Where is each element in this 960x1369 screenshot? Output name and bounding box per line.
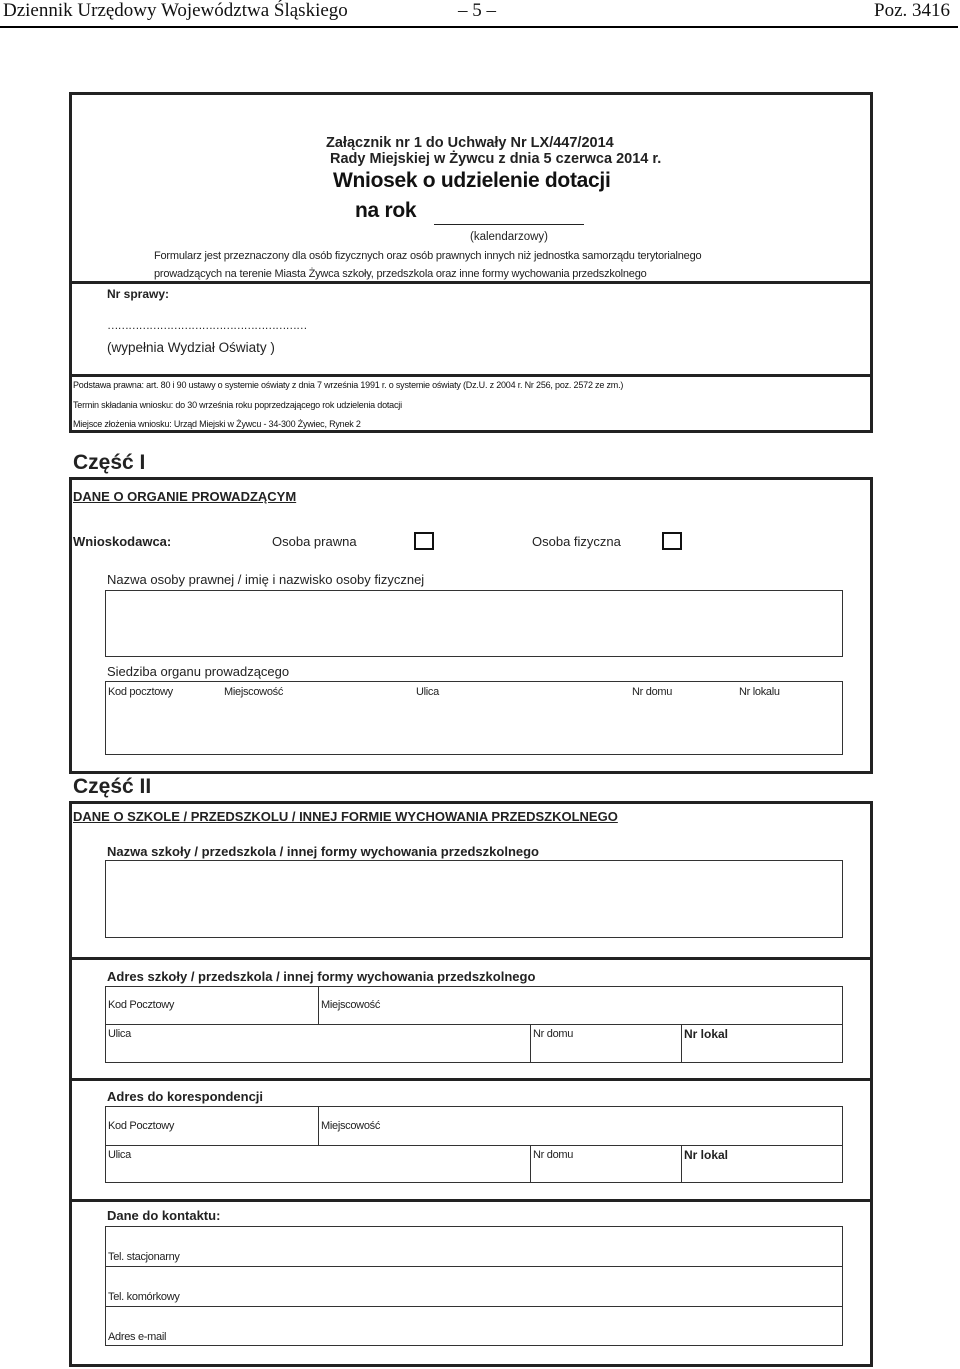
seat-street-label: Ulica — [416, 686, 439, 698]
header-rule — [0, 26, 958, 28]
year-label: na rok — [355, 199, 417, 222]
contact-row-line-1 — [105, 1266, 843, 1267]
corr-house-label[interactable]: Nr domu — [533, 1149, 574, 1161]
case-number-dots[interactable]: ………………………………………………… — [107, 320, 307, 332]
corr-street-label[interactable]: Ulica — [108, 1149, 131, 1161]
legal-basis: Podstawa prawna: art. 80 i 90 ustawy o systemie oświaty z dnia 7 września 1991 r. o systemie oświaty (Dz.U. z 2004 r. Nr 256, poz. 2572 ze zm.) — [73, 380, 624, 390]
part-2-divider-1 — [69, 957, 873, 960]
annex-line-2: Rady Miejskiej w Żywcu z dnia 5 czerwca 2014 r. — [330, 151, 662, 167]
correspondence-row-line — [105, 1145, 843, 1146]
correspondence-label: Adres do korespondencji — [107, 1089, 264, 1104]
part-2-heading: Część II — [73, 775, 152, 798]
case-number-hint: (wypełnia Wydział Oświaty ) — [107, 340, 275, 355]
part-2-divider-3 — [69, 1199, 873, 1202]
legal-person-checkbox[interactable] — [414, 532, 434, 550]
contact-grid — [105, 1226, 843, 1346]
form-title: Wniosek o udzielenie dotacji — [333, 169, 611, 192]
school-address-col-2 — [530, 1024, 531, 1063]
part-2-divider-2 — [69, 1078, 873, 1081]
year-hint: (kalendarzowy) — [470, 231, 548, 243]
applicant-label: Wnioskodawca: — [73, 534, 172, 549]
applicant-name-label: Nazwa osoby prawnej / imię i nazwisko osoby fizycznej — [107, 572, 425, 587]
part-1-section-title: DANE O ORGANIE PROWADZĄCYM — [73, 489, 297, 504]
school-flat-label[interactable]: Nr lokal — [684, 1027, 729, 1041]
natural-person-checkbox[interactable] — [662, 532, 682, 550]
applicant-name-field[interactable] — [105, 590, 843, 657]
contact-row-line-2 — [105, 1306, 843, 1307]
legal-divider — [69, 374, 873, 377]
correspondence-col-3 — [681, 1145, 682, 1183]
journal-title: Dziennik Urzędowy Województwa Śląskiego — [3, 0, 348, 21]
submission-place: Miejsce złożenia wniosku: Urząd Miejski w Żywcu - 34-300 Żywiec, Rynek 2 — [73, 419, 361, 429]
purpose-line-2: prowadzących na terenie Miasta Żywca szkoły, przedszkola oraz inne formy wychowania przedszkolnego — [154, 268, 647, 280]
year-input-line[interactable] — [434, 224, 584, 225]
seat-postal-label: Kod pocztowy — [108, 686, 173, 698]
school-house-label[interactable]: Nr domu — [533, 1028, 574, 1040]
header-divider — [69, 281, 873, 284]
part-2-section-title: DANE O SZKOLE / PRZEDSZKOLU / INNEJ FORMIE WYCHOWANIA PRZEDSZKOLNEGO — [73, 809, 618, 824]
case-number-label: Nr sprawy: — [107, 287, 170, 301]
option-natural-label: Osoba fizyczna — [532, 534, 621, 549]
school-address-row-line — [105, 1024, 843, 1025]
corr-flat-label[interactable]: Nr lokal — [684, 1148, 729, 1162]
correspondence-col-1 — [318, 1106, 319, 1145]
seat-flat-label: Nr lokalu — [739, 686, 780, 698]
school-name-field[interactable] — [105, 860, 843, 938]
correspondence-col-2 — [530, 1145, 531, 1183]
seat-label: Siedziba organu prowadzącego — [107, 664, 290, 679]
seat-address-field[interactable] — [105, 681, 843, 755]
phone-field[interactable]: Tel. stacjonarny — [108, 1251, 180, 1263]
option-legal-label: Osoba prawna — [272, 534, 357, 549]
page-number: – 5 – — [458, 0, 496, 21]
school-address-col-3 — [681, 1024, 682, 1063]
submission-deadline: Termin składania wniosku: do 30 września roku poprzedzającego rok udzielenia dotacji — [73, 400, 402, 410]
part-1-heading: Część I — [73, 451, 146, 474]
position-number: Poz. 3416 — [874, 0, 950, 21]
email-field[interactable]: Adres e-mail — [108, 1331, 167, 1343]
school-city-label[interactable]: Miejscowość — [321, 999, 381, 1011]
contact-label: Dane do kontaktu: — [107, 1208, 221, 1223]
school-postal-label[interactable]: Kod Pocztowy — [108, 999, 175, 1011]
school-name-label: Nazwa szkoły / przedszkola / innej formy wychowania przedszkolnego — [107, 844, 540, 859]
corr-city-label[interactable]: Miejscowość — [321, 1120, 381, 1132]
seat-city-label: Miejscowość — [224, 686, 284, 698]
school-address-label: Adres szkoły / przedszkola / innej formy wychowania przedszkolnego — [107, 969, 536, 984]
school-street-label[interactable]: Ulica — [108, 1028, 131, 1040]
annex-line-1: Załącznik nr 1 do Uchwały Nr LX/447/2014 — [326, 135, 614, 151]
purpose-line-1: Formularz jest przeznaczony dla osób fizycznych oraz osób prawnych innych niż jednostka samorządu terytorialnego — [154, 250, 702, 262]
mobile-field[interactable]: Tel. komórkowy — [108, 1291, 180, 1303]
corr-postal-label[interactable]: Kod Pocztowy — [108, 1120, 175, 1132]
seat-house-label: Nr domu — [632, 686, 673, 698]
school-address-col-1 — [318, 986, 319, 1024]
